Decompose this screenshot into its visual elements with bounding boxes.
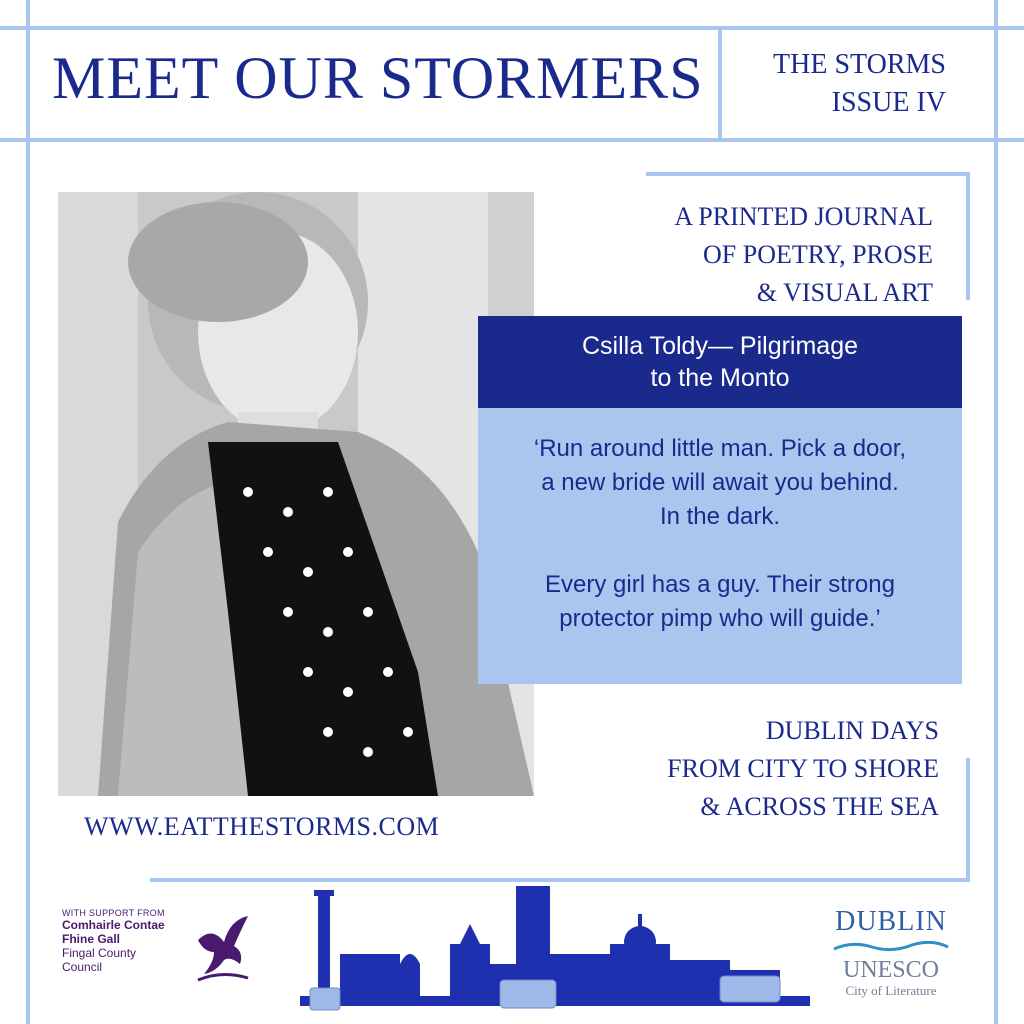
frame-line-top — [0, 26, 1024, 30]
portrait-illustration — [58, 192, 534, 796]
issue-number: ISSUE IV — [831, 87, 946, 118]
theme-tagline — [600, 712, 939, 826]
theme-line1: DUBLIN DAYS — [765, 716, 939, 745]
logo-dublin-text: DUBLIN — [835, 906, 947, 937]
quote-stanza-break — [478, 534, 962, 568]
dublin-unesco-logo — [832, 906, 950, 999]
journal-tagline-line3: & VISUAL ART — [756, 278, 933, 307]
journal-frame-right — [966, 172, 970, 300]
dublin-frame-bottom — [150, 878, 970, 882]
feature-author-line2: to the Monto — [650, 364, 790, 392]
quote-line: ‘Run around little man. Pick a door, — [533, 435, 907, 462]
fingal-bird-logo-icon — [190, 912, 254, 984]
publication-name: THE STORMS — [773, 49, 946, 80]
feature-title-box — [478, 316, 962, 408]
theme-line2: FROM CITY TO SHORE — [667, 754, 939, 783]
page-title: MEET OUR STORMERS — [52, 45, 704, 111]
frame-line-right — [994, 0, 998, 1024]
frame-line-left — [26, 0, 30, 1024]
support-label: WITH SUPPORT FROM — [62, 908, 165, 918]
issue-label — [738, 46, 946, 122]
theme-line3: & ACROSS THE SEA — [700, 792, 939, 821]
author-photo — [58, 192, 534, 796]
quote-line: protector pimp who will guide.’ — [559, 605, 881, 632]
logo-city-text: City of Literature — [845, 983, 937, 998]
journal-tagline-line1: A PRINTED JOURNAL — [674, 202, 933, 231]
logo-wave-icon — [832, 939, 950, 953]
journal-frame-top — [646, 172, 970, 176]
feature-quote-box — [478, 408, 962, 684]
quote-line: a new bride will await you behind. — [541, 469, 899, 496]
frame-line-header-divider — [718, 28, 722, 140]
support-credit — [62, 908, 165, 974]
website-link[interactable]: WWW.EATTHESTORMS.COM — [84, 812, 440, 841]
council-irish-name-1: Comhairle Contae — [62, 918, 165, 932]
quote-line: Every girl has a guy. Their strong — [545, 571, 895, 598]
journal-tagline — [600, 198, 933, 312]
dublin-frame-right — [966, 758, 970, 882]
frame-line-header-bottom — [0, 138, 1024, 142]
journal-tagline-line2: OF POETRY, PROSE — [703, 240, 933, 269]
council-english-name-2: Council — [62, 960, 103, 974]
quote-line: In the dark. — [659, 503, 781, 530]
feature-author-line1: Csilla Toldy— Pilgrimage — [581, 332, 859, 360]
council-english-name-1: Fingal County — [62, 946, 137, 960]
logo-unesco-text: UNESCO — [842, 957, 939, 983]
dublin-skyline-illustration — [300, 884, 810, 1018]
council-irish-name-2: Fhine Gall — [62, 932, 121, 946]
